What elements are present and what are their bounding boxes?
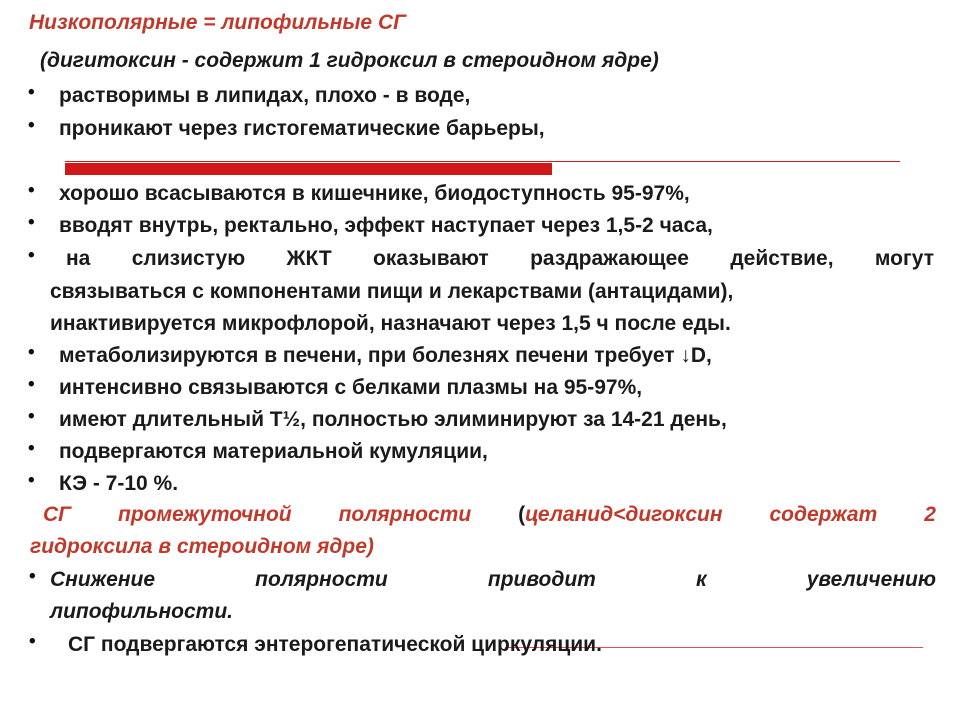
word: на [66,247,91,270]
word: Снижение [50,568,156,591]
word: полярности [255,568,388,591]
mucosa-line-1 [66,246,934,272]
list-item: подвергаются материальной кумуляции, [59,440,488,463]
word: действие, [730,247,834,270]
list-item: метаболизируются в печени, при болезнях печени требует ↓D, [59,344,712,367]
bullet-marker: • [28,342,35,363]
decorative-line-thin [65,161,900,162]
bullet-marker: • [29,566,36,587]
decorative-bar-thick [65,163,552,175]
bullet-marker: • [28,406,35,427]
mucosa-line-2: связываться с компонентами пищи и лекарствами (антацидами), [50,280,734,303]
word: оказывают [373,247,489,270]
bullet-marker: • [28,438,35,459]
word: целанид<дигоксин [525,503,723,526]
word: слизистую [131,247,246,270]
word: к [695,568,707,591]
slide-title: Низкополярные = липофильные СГ [29,11,406,34]
reduction-line-1 [50,567,936,593]
word: СГ [43,503,72,526]
list-item: СГ подвергаются энтерогепатической циркуляции. [68,633,602,656]
intermediate-line-1 [43,502,936,528]
word: раздражающее [530,247,689,270]
word: 2 [924,503,936,526]
list-item: растворимы в липидах, плохо - в воде, [59,84,471,107]
bullet-marker: • [28,115,35,136]
word: ( [518,503,526,526]
word: приводит [487,568,596,591]
bullet-marker: • [28,374,35,395]
word: могут [874,247,934,270]
bullet-marker: • [28,245,35,266]
word: ЖКТ [286,247,332,270]
list-item: хорошо всасываются в кишечнике, биодоступность 95-97%, [59,182,690,205]
bullet-marker: • [28,470,35,491]
bullet-marker: • [28,82,35,103]
word: полярности [338,503,472,526]
bullet-marker: • [28,180,35,201]
mucosa-line-3: инактивируется микрофлорой, назначают через 1,5 ч после еды. [50,312,731,335]
word: содержат [769,503,878,526]
slide-subtitle: (дигитоксин - содержит 1 гидроксил в стероидном ядре) [40,49,659,72]
list-item: проникают через гистогематические барьеры, [59,117,545,140]
list-item: интенсивно связываются с белками плазмы на 95-97%, [59,376,643,399]
word: промежуточной [118,503,292,526]
word: увеличению [806,568,936,591]
list-item: вводят внутрь, ректально, эффект наступает через 1,5-2 часа, [59,214,713,237]
bullet-marker: • [28,212,35,233]
intermediate-line-2: гидроксила в стероидном ядре) [30,535,374,558]
list-item: КЭ - 7-10 %. [59,472,179,495]
list-item: имеют длительный Т½, полностью элиминируют за 14-21 день, [59,408,727,431]
bullet-marker: • [29,631,36,652]
reduction-line-2: липофильности. [50,600,234,623]
